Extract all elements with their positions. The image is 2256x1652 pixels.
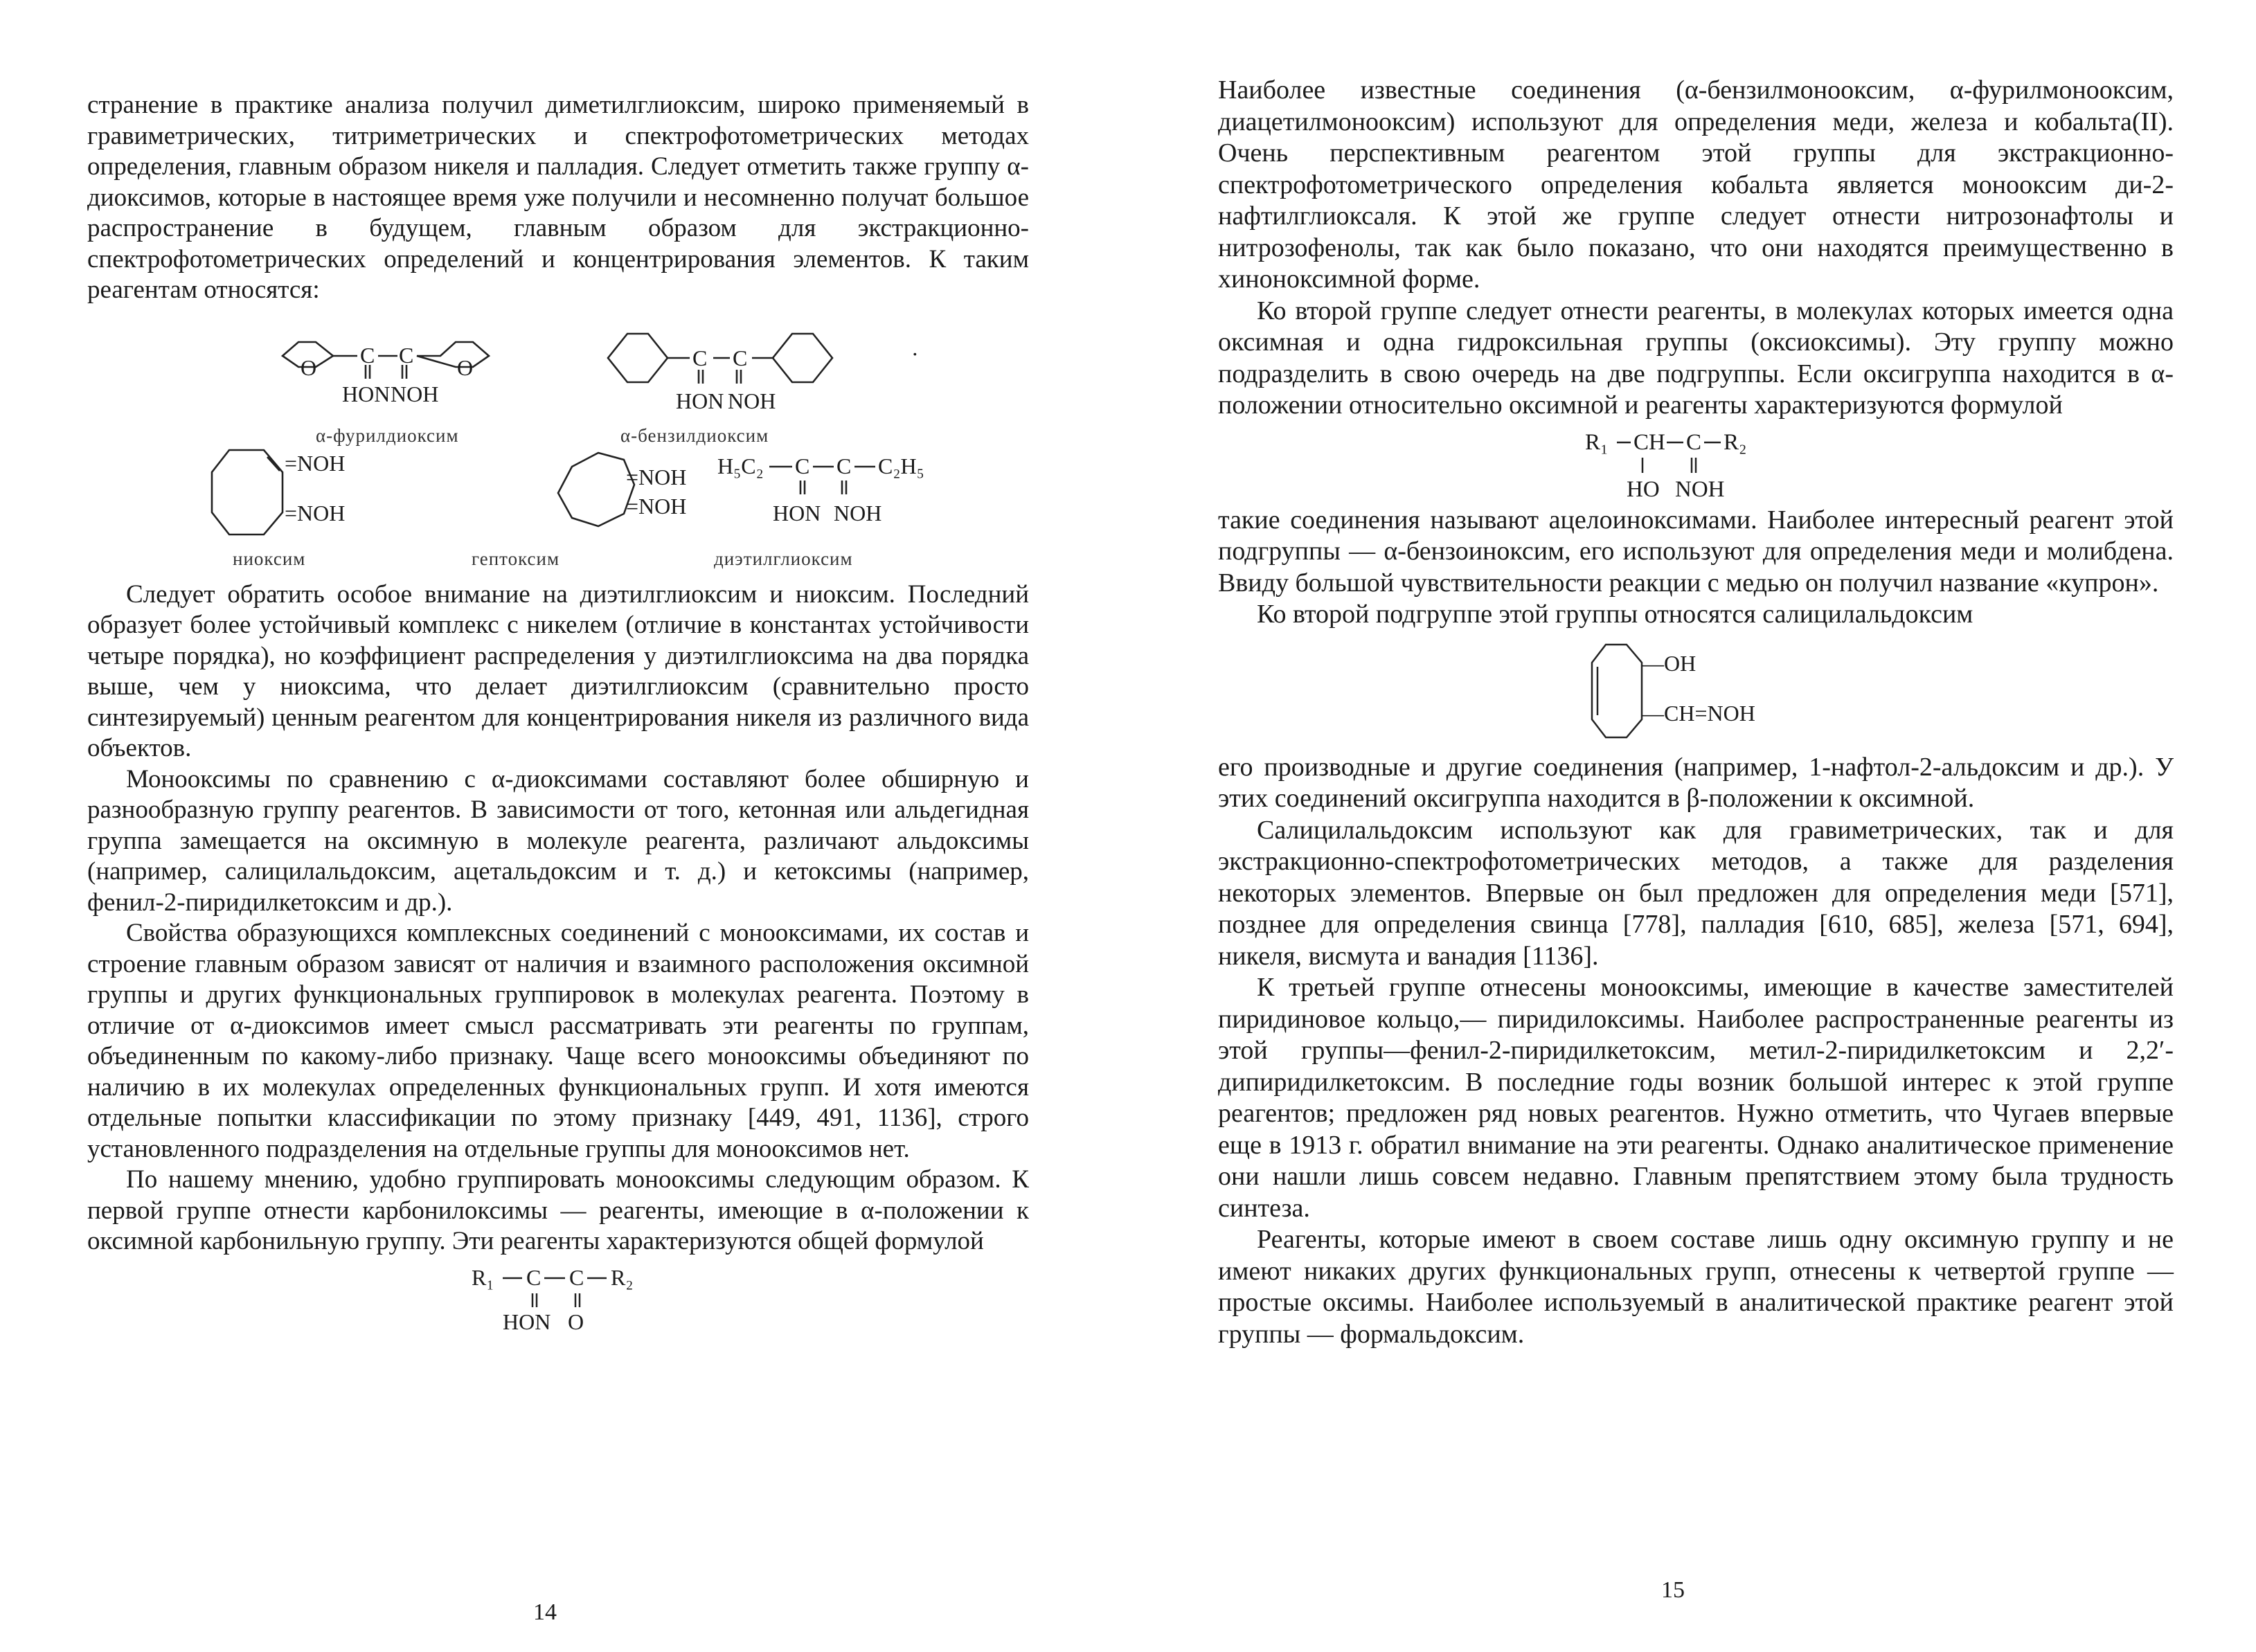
carbonyloxime-formula-svg: [87, 1257, 1029, 1334]
left-para-intro: странение в практике анализа получил диметилглиоксим, широко применяемый в гравиметрических, титриметрических и спектрофотометрических методах определения, главным образом никеля и палладия. Следует отметить также группу α-диоксимов, которые в настоящее время уже получили и несомненно получат большое распространение в будущем, главным образом для экстракционно-спектрофотометрических определений и концентрирования элементов. К таким реагентам относятся:: [87, 91, 1029, 304]
dioxime-structures-figure: [87, 306, 1029, 580]
formula2-ch: CH: [1633, 429, 1665, 455]
heptoxime-label: гептоксим: [472, 548, 560, 569]
right-page: [1128, 0, 2256, 1652]
salicyl-chnoh: —CH=NOH: [1642, 700, 1755, 726]
acyloinoxime-formula: [1218, 422, 2174, 505]
carbonyloxime-formula: [87, 1257, 1029, 1334]
salicylaldoxime-structure: [1218, 631, 2174, 752]
diethyl-noh: NOH: [834, 500, 882, 526]
formula-o: O: [568, 1309, 584, 1334]
nioxime-structure: [212, 450, 345, 535]
furildioxime-label: α-фурилдиоксим: [316, 424, 459, 446]
right-para-8: Реагенты, которые имеют в своем составе лишь одну оксимную группу и не имеют никаких других функциональных групп, отнесены к четвертой группе — простые оксимы. Наиболее используемый в аналитической практике реагент этой группы — формальдоксим.: [1218, 1225, 2174, 1349]
left-para-2: Монооксимы по сравнению с α-диоксимами составляют более обширную и разнообразную группу реагентов. В зависимости от того, кетонная или альдегидная группа замещается на оксимную в молекуле реагента, различают альдоксимы (например, салицилальдоксим, ацетальдоксим и т. д.) и кетоксимы (например, фенил-2-пиридилкетоксим и др.).: [87, 764, 1029, 917]
right-para-6: Салицилальдоксим используют как для гравиметрических, так и для экстракционно-спектрофотометрических методов, а также для разделения некоторых элементов. Впервые он был предложен для определения меди [571], позднее для определения свинца [778], палладия [610, 685], железа [571, 694], никеля, висмута и ванадия [1136].: [1218, 815, 2174, 971]
acyloinoxime-formula-svg: [1218, 422, 2174, 505]
right-para-3: такие соединения называют ацелоиноксимами. Наиболее интересный реагент этой подгруппы — α-бензоиноксим, его используют для определения меди и молибдена. Ввиду большой чувствительности реакции с медью он получил название «купрон».: [1218, 505, 2174, 598]
formula-hon: HON: [503, 1309, 551, 1334]
formula2-r1: R₁: [1585, 429, 1609, 455]
furil-o1: O: [301, 354, 317, 380]
left-para-4: По нашему мнению, удобно группировать монооксимы следующим образом. К первой группе отнести карбонилоксимы — реагенты, имеющие в α-положении к оксимной карбонильную группу. Эти реагенты характеризуются общей формулой: [87, 1165, 1029, 1255]
left-text-column: [87, 90, 1029, 1334]
heptoxime-structure: [558, 453, 686, 526]
left-page-number: 14: [533, 1599, 557, 1625]
formula-r2: R₂: [611, 1264, 634, 1290]
diethylglyoxime-structure: [717, 454, 924, 526]
formula-c2: C: [569, 1264, 584, 1290]
benzildioxime-structure: [608, 334, 832, 413]
benzil-hon: HON: [676, 388, 724, 413]
diethyl-c1: C: [795, 453, 810, 478]
diethylglyoxime-label: диэтилглиоксим: [714, 548, 853, 569]
formula2-ho: HO: [1627, 476, 1660, 502]
salicylaldoxime-svg: [1218, 631, 2174, 752]
benzil-c2: C: [733, 345, 748, 370]
right-page-number: 15: [1661, 1577, 1685, 1603]
speck-dot: ·: [911, 341, 919, 366]
benzil-c1: C: [692, 345, 708, 370]
furil-c2: C: [399, 342, 414, 368]
salicyl-oh: —OH: [1642, 650, 1697, 676]
nioxime-label: ниоксим: [233, 548, 306, 569]
formula2-c: C: [1686, 429, 1702, 455]
benzildioxime-label: α-бензилдиоксим: [620, 424, 769, 446]
left-para-1: Следует обратить особое внимание на диэтилглиоксим и ниоксим. Последний образует более устойчивый комплекс с никелем (отличие в константах устойчивости четыре порядка), но коэффициент распределения у диэтилглиоксима на два порядка выше, чем у ниоксима, что делает диэтилглиоксим (сравнительно просто синтезируемый) ценным реагентом для концентрирования никеля из различного вида объектов.: [87, 580, 1029, 762]
heptoxime-noh2: =NOH: [626, 493, 687, 519]
formula2-noh: NOH: [1675, 476, 1725, 502]
dioxime-structures-svg: [87, 306, 1029, 580]
furil-noh: NOH: [391, 381, 439, 406]
furil-hon: HON: [342, 381, 391, 406]
nioxime-noh1: =NOH: [285, 450, 346, 476]
right-para-1: Наиболее известные соединения (α-бензилмонооксим, α-фурилмонооксим, диацетилмонооксим) используют для определения меди, железа и кобальта(II). Очень перспективным реагентом этой группы для экстракционно-спектрофотометрического определения кобальта является монооксим ди-2-нафтилглиоксаля. К этой же группе следует отнести нитрозонафтолы и нитрозофенолы, так как было показано, что они находятся преимущественно в хиноноксимной форме.: [1218, 75, 2174, 294]
nioxime-noh2: =NOH: [285, 500, 346, 526]
formula2-r2: R₂: [1724, 429, 1747, 455]
formula-r1: R₁: [472, 1264, 494, 1290]
right-para-7: К третьей группе отнесены монооксимы, имеющие в качестве заместителей пиридиновое кольцо,— пиридилоксимы. Наиболее распространенные реагенты из этой группы—фенил-2-пиридилкетоксим, метил-2-пиридилкетоксим и 2,2′-дипиридилкетоксим. В последние годы возник большой интерес к этой группе реагентов; предложен ряд новых реагентов. Нужно отметить, что Чугаев впервые еще в 1913 г. обратил внимание на эти реагенты. Однако аналитическое применение они нашли лишь совсем недавно. Главным препятствием этому была трудность синтеза.: [1218, 973, 2174, 1223]
right-para-4: Ко второй подгруппе этой группы относятся салицилальдоксим: [1257, 600, 1973, 629]
right-para-5: его производные и другие соединения (например, 1-нафтол-2-альдоксим и др.). У этих соединений оксигруппа находится в β-положении к оксимной.: [1218, 752, 2174, 813]
heptoxime-noh1: =NOH: [626, 464, 687, 490]
diethyl-c2: C: [836, 453, 852, 478]
right-text-column: [1218, 75, 2174, 1350]
diethyl-hon: HON: [773, 500, 821, 526]
diethyl-h5c2: H₅C₂: [717, 453, 764, 478]
left-para-3: Свойства образующихся комплексных соединений с монооксимами, их состав и строение главным образом зависят от наличия и взаимного расположения оксимной группы и других функциональных группировок в молекулах реагента. Поэтому в отличие от α-диоксимов имеет смысл рассматривать эти реагенты по группам, объединенным по какому-либо признаку. Чаще всего монооксимы объединяют по наличию в их молекулах определенных функциональных групп. И хотя имеются отдельные попытки классификации по этому признаку [449, 491, 1136], строго установленного подразделения на отдельные группы для монооксимов нет.: [87, 919, 1029, 1163]
right-para-2: Ко второй группе следует отнести реагенты, в молекулах которых имеется одна оксимная и одна гидроксильная группы (оксиоксимы). Эту группу можно подразделить в свою очередь на две подгруппы. Если оксигруппа находится в α-положении относительно оксимной и реагенты характеризуются формулой: [1218, 296, 2174, 420]
furil-o2: O: [457, 354, 474, 380]
furil-c1: C: [360, 342, 375, 368]
benzil-noh: NOH: [728, 388, 776, 413]
diethyl-c2h5: C₂H₅: [878, 453, 924, 478]
furildioxime-structure: [283, 342, 489, 406]
formula-c1: C: [526, 1264, 541, 1290]
